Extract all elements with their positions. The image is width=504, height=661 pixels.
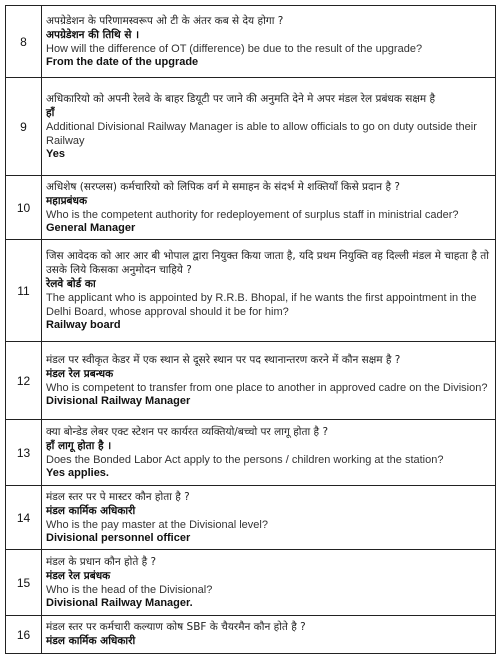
qa-document [5, 5, 496, 656]
answer-hindi: मंडल रेल प्रबंधक [46, 569, 111, 582]
question-number: 12 [6, 342, 42, 420]
table-row [6, 420, 496, 486]
answer-english: Divisional personnel officer [46, 532, 191, 545]
question-number: 14 [6, 486, 42, 550]
question-english: Who is competent to transfer from one place to another in approved cadre on the Division? [46, 381, 488, 394]
answer-english: Yes applies. [46, 467, 109, 480]
question-number: 13 [6, 420, 42, 486]
answer-hindi: हाँ लागू होता है । [46, 439, 112, 452]
table-row [6, 78, 496, 176]
question-hindi: मंडल पर स्वीकृत केडर में एक स्थान से दूसरे स्थान पर पद स्थानान्तरण करने में कौन सक्षम है ? [46, 353, 401, 366]
answer-hindi: रेलवे बोर्ड का [46, 278, 96, 290]
table-row [6, 342, 496, 420]
question-hindi: मंडल स्तर पर कर्मचारी कल्याण कोष SBF के चैयरमैन कौन होते है ? [46, 621, 306, 633]
answer-hindi: मंडल कार्मिक अधिकारी [46, 504, 136, 517]
question-hindi: अधिकारियो को अपनी रेलवे के बाहर डियूटी पर जाने की अनुमति देने मे अपर मंडल रेल प्रबंधक सक्षम है [46, 93, 436, 105]
table-row [6, 486, 496, 550]
question-cell [42, 176, 496, 240]
answer-hindi: मंडल रेल प्रबन्धक [46, 367, 114, 380]
question-hindi: मंडल के प्रधान कौन होते है ? [46, 555, 157, 568]
answer-hindi: मंडल कार्मिक अधिकारी [46, 635, 136, 647]
table-row [6, 550, 496, 616]
question-cell [42, 342, 496, 420]
question-english: The applicant who is appointed by R.R.B. Bhopal, if he wants the first appointment in the Delhi Board, whose approval should it be for him? [46, 292, 477, 318]
answer-hindi: अपग्रेडेशन की तिथि से । [46, 28, 140, 41]
qa-table [5, 5, 496, 654]
question-number: 9 [6, 78, 42, 176]
question-english: Additional Divisional Railway Manager is able to allow officials to go on duty outside their Railway [46, 121, 477, 147]
question-hindi: जिस आवेदक को आर आर बी भोपाल द्वारा नियुक्त किया जाता है, यदि प्रथम नियुक्ति वह दिल्ली मंडल मे चाहता है तो उसके लिये किसका अनुमोदन चाहिये ? [46, 250, 489, 276]
question-cell [42, 616, 496, 654]
question-cell [42, 420, 496, 486]
question-cell [42, 550, 496, 616]
answer-english: Yes [46, 148, 65, 160]
answer-hindi: हाँ [46, 107, 55, 119]
question-english: Who is the competent authority for redeployement of surplus staff in ministrial cader? [46, 208, 459, 221]
question-cell [42, 240, 496, 342]
table-row [6, 6, 496, 78]
answer-english: Railway board [46, 319, 121, 331]
question-english: Does the Bonded Labor Act apply to the persons / children working at the station? [46, 453, 444, 466]
question-number: 16 [6, 616, 42, 654]
table-row [6, 176, 496, 240]
answer-english: Divisional Railway Manager. [46, 597, 193, 610]
question-cell [42, 6, 496, 78]
answer-hindi: महाप्रबंधक [46, 194, 88, 207]
question-number: 15 [6, 550, 42, 616]
table-row [6, 240, 496, 342]
question-number: 11 [6, 240, 42, 342]
question-cell [42, 78, 496, 176]
question-cell [42, 486, 496, 550]
answer-english: General Manager [46, 222, 136, 235]
question-hindi: मंडल स्तर पर पे मास्टर कौन होता है ? [46, 490, 190, 503]
answer-english: Divisional Railway Manager [46, 395, 191, 408]
question-number: 10 [6, 176, 42, 240]
question-hindi: अधिशेष (सरप्लस) कर्मचारियो को लिपिक वर्ग मे समाहन के संदर्भ मे शक्तियाँ किसे प्रदान है ? [46, 180, 400, 193]
question-english: How will the difference of OT (difference) be due to the result of the upgrade? [46, 42, 423, 55]
question-hindi: क्या बोन्डेड लेबर एक्ट स्टेशन पर कार्यरत व्यक्तियो/बच्चो पर लागू होता है ? [46, 425, 329, 438]
question-hindi: अपग्रेडेशन के परिणामस्वरूप ओ टी के अंतर कब से देय होगा ? [46, 14, 284, 27]
question-number: 8 [6, 6, 42, 78]
question-english: Who is the pay master at the Divisional level? [46, 518, 268, 531]
question-english: Who is the head of the Divisional? [46, 583, 213, 596]
answer-english: From the date of the upgrade [46, 56, 199, 69]
table-row [6, 616, 496, 654]
